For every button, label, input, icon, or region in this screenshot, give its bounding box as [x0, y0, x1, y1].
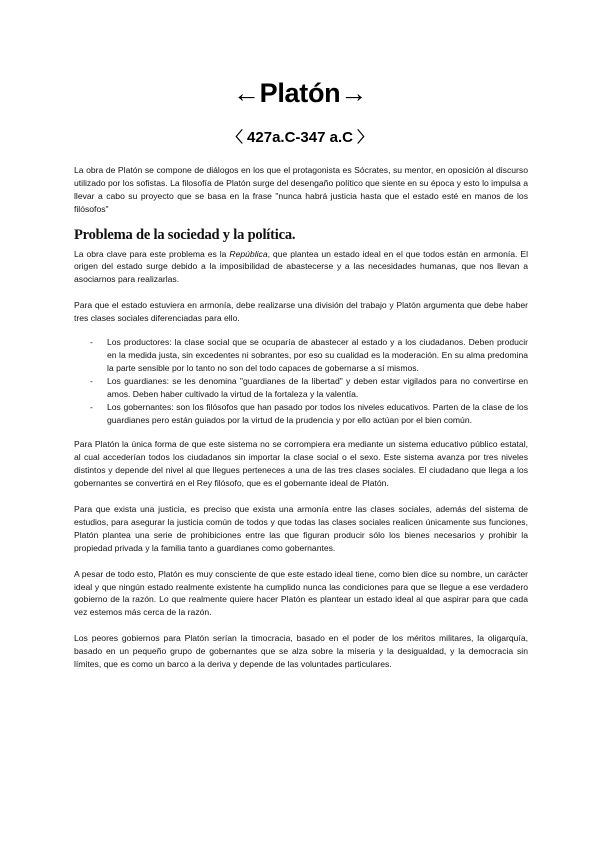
bullet-dash: - [90, 337, 93, 348]
list-item-guardianes [74, 375, 528, 401]
document-body [74, 164, 528, 684]
intro-paragraph: La obra de Platón se compone de diálogos en los que el protagonista es Sócrates, su mentor, en oposición al discurso utilizado por los sofistas. La filosofía de Platón surge del desengaño político que siente en su época y esto lo impulsa a llevar a cabo su proyecto que se basa en la frase "nunca habrá justicia hasta que el estado esté en manos de los filósofos" [74, 165, 528, 214]
paragraph-justicia: Para que exista una justicia, es preciso que exista una armonía entre las clases sociales, además del sistema de estudios, para asegurar la justicia común de todos y que todas las clases sociales realicen únicamente sus funciones, Platón plantea una serie de prohibiciones entre las que figuran producir sólo los bienes necesarios y prohibir la propiedad privada y la familia tanto a guardianes como gobernantes. [74, 504, 528, 553]
social-classes-list [74, 336, 528, 426]
bullet-dash: - [90, 375, 93, 386]
list-item-text: Los gobernantes: son los filósofos que han pasado por todos los niveles educativos. Parten de la clase de los guardianes pero están guiados por la virtud de la prudencia y por ello actúan por el bien común. [107, 401, 528, 425]
work-title-republica: República [229, 248, 268, 259]
paragraph-educacion: Para Platón la única forma de que este sistema no se corrompiera era mediante un sistema educativo público estatal, al cual accederían todos los ciudadanos sin importar la clase social o el sexo. Este sistema avanza por tres niveles distintos y depende del nivel al que llegues perteneces a una de las tres clases sociales. El ciudadano que llega a los gobernantes se convertirá en el Rey filósofo, que es el gobernante ideal de Platón. [74, 439, 528, 489]
paragraph-estado-ideal: A pesar de todo esto, Platón es muy consciente de que este estado ideal tiene, como bien dice su nombre, un carácter ideal y que ningún estado realmente existente ha cumplido nunca las condiciones para que se llegue a ese verdadero gobierno de la razón. Lo que realmente quiere hacer Platón es plantear un estado ideal al que aspirar para que cada vez estemos más cerca de la razón. [74, 568, 528, 618]
section-heading: Problema de la sociedad y la política. [74, 226, 296, 243]
page-subtitle-dates: 〈 427a.C-347 a.C 〉 [227, 129, 373, 146]
paragraph-republica-end: , que plantea un estado ideal en el que todos están en armonía. El origen del estado surge debido a la imposibilidad de abastecerse y a las necesidades humanas, que nos llevan a asociarnos para realizarlas. [74, 248, 528, 285]
list-item-text: Los guardianes: se les denomina "guardianes de la libertad" y deben estar vigilados para no convertirse en amos. Deben haber cultivado la virtud de la fortaleza y la valentía. [107, 375, 528, 399]
paragraph-republica-start: La obra clave para este problema es la [74, 248, 230, 259]
list-item-gobernantes [74, 401, 528, 427]
paragraph-republica [74, 248, 528, 287]
paragraph-division-trabajo: Para que el estado estuviera en armonía, debe realizarse una división del trabajo y Platón argumenta que debe haber tres clases sociales diferenciadas para ello. [74, 300, 528, 324]
page-title: ←Platón→ [232, 78, 368, 108]
paragraph-peores-gobiernos: Los peores gobiernos para Platón serían la timocracia, basado en el poder de los méritos militares, la oligarquía, basado en un pequeño grupo de gobernantes que se alza sobre la miseria y la desigualdad, y la democracia sin límites, que es como un barco a la deriva y depende de las voluntades particulares. [74, 633, 528, 670]
list-item-productores [74, 336, 528, 375]
list-item-text: Los productores: la clase social que se ocuparía de abastecer al estado y a los ciudadanos. Deben producir en la medida justa, sin excedentes ni sobrantes, por eso su cualidad es la moderación. En su alma predomina la parte sensible por lo tanto no son del todo capaces de gobernarse a sí mismos. [107, 337, 528, 373]
bullet-dash: - [90, 401, 93, 412]
